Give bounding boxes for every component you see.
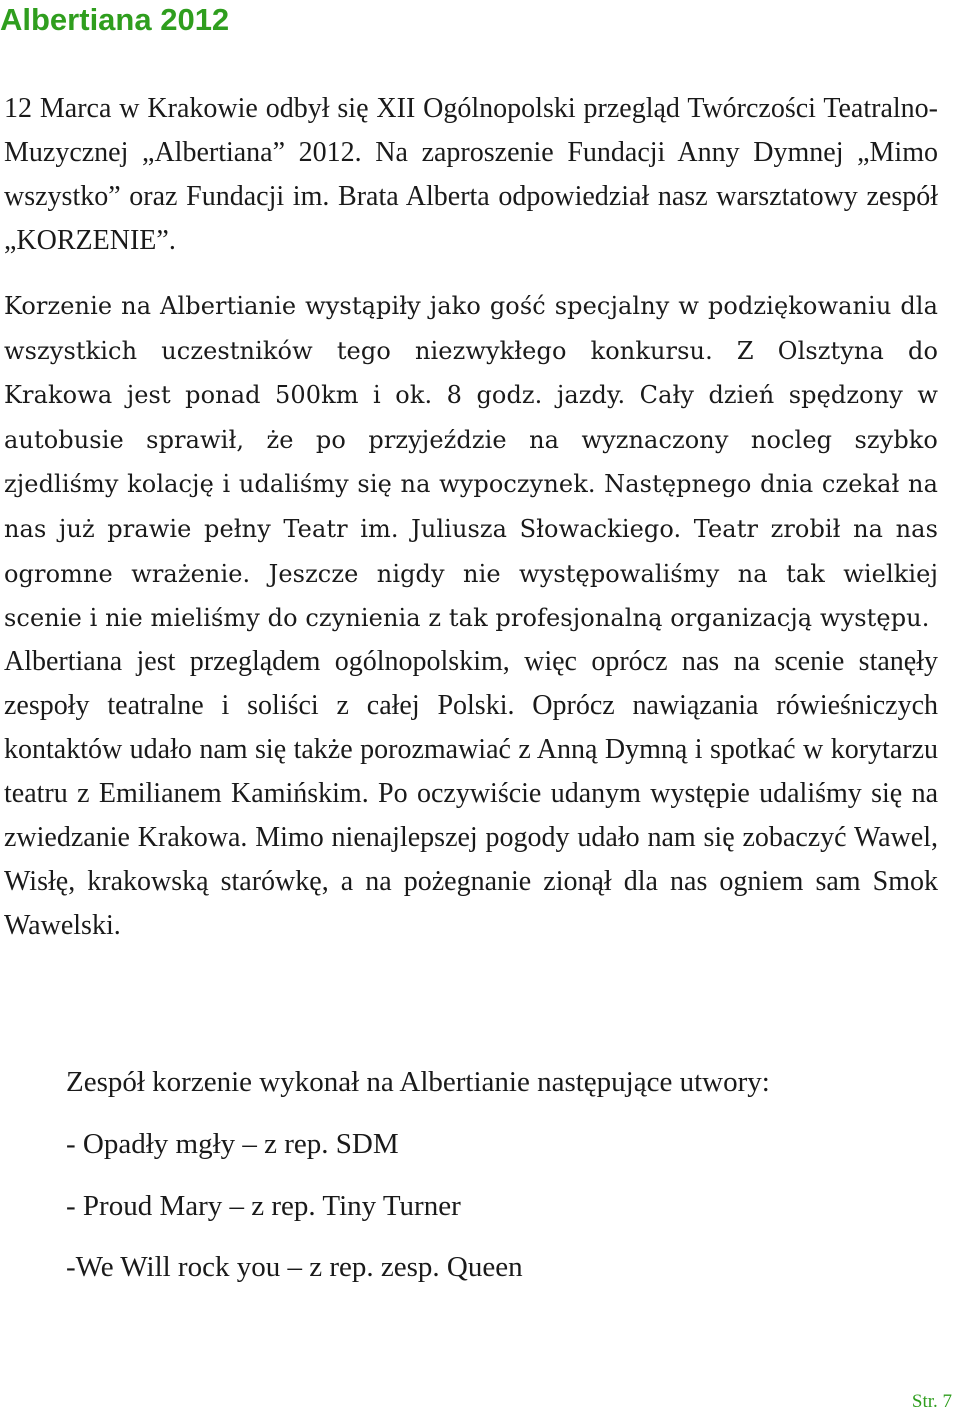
page-number: Str. 7 [911,1391,952,1412]
song-item: - Opadły mgły – z rep. SDM [66,1128,399,1160]
songs-intro: Zespół korzenie wykonał na Albertianie następujące utwory: [66,1066,770,1098]
song-item: - Proud Mary – z rep. Tiny Turner [66,1190,461,1222]
song-item: -We Will rock you – z rep. zesp. Queen [66,1251,523,1283]
report-paragraph: Korzenie na Albertianie wystąpiły jako gość specjalny w podziękowaniu dla wszystkich uczestników tego niezwykłego konkursu. Z Olsztyna do Krakowa jest ponad 500km i ok. 8 godz. jazdy. Cały dzień spędzony w autobusie sprawił, że po przyjeździe na wyznaczony nocleg szybko zjedliśmy kolację i udaliśmy się na wypoczynek. Następnego dnia czekał na nas już prawie pełny Teatr im. Juliusza Słowackiego. Teatr zrobił na nas ogromne wrażenie. Jeszcze nigdy nie występowaliśmy na tak wielkiej scenie i nie mieliśmy do czynienia z tak profesjonalną organizacją występu. [4,292,938,633]
page-title: Albertiana 2012 [0,2,230,37]
intro-paragraph: 12 Marca w Krakowie odbył się XII Ogólnopolski przegląd Twórczości Teatralno-Muzycznej „Albertiana” 2012. Na zaproszenie Fundacji Anny Dymnej „Mimo wszystko” oraz Fundacji im. Brata Alberta odpowiedział nasz warsztatowy zespół „KORZENIE”. [4,93,938,256]
report-paragraph-continued: Albertiana jest przeglądem ogólnopolskim, więc oprócz nas na scenie stanęły zespoły teatralne i soliści z całej Polski. Oprócz nawiązania rówieśniczych kontaktów udało nam się także porozmawiać z Anną Dymną i spotkać w korytarzu teatru z Emilianem Kamińskim. Po oczywiście udanym występie udaliśmy się na zwiedzanie Krakowa. Mimo nienajlepszej pogody udało nam się zobaczyć Wawel, Wisłę, krakowską starówkę, a na pożegnanie zionął dla nas ogniem sam Smok Wawelski. [4,646,938,941]
